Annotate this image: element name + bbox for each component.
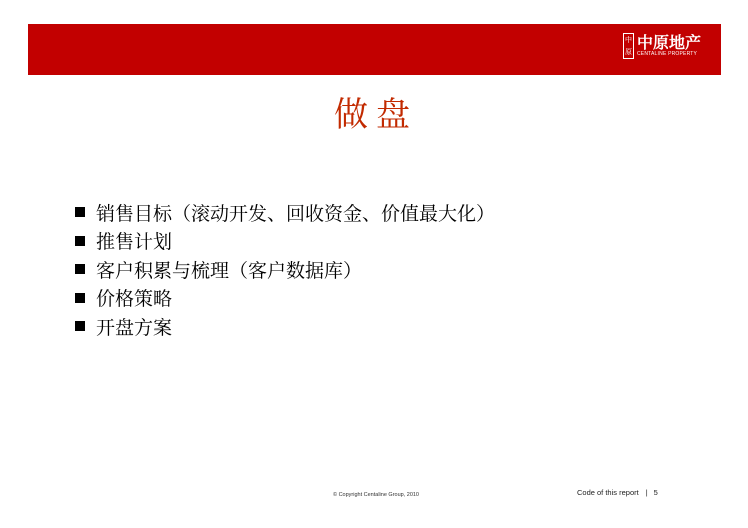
header-bar [28, 24, 721, 75]
report-code: Code of this report [577, 488, 639, 497]
logo-text [637, 34, 701, 58]
bullet-label: 推售计划 [96, 231, 173, 254]
slide-title: 做盘 [334, 95, 418, 135]
report-footer [577, 488, 658, 497]
centaline-logo [623, 33, 701, 59]
logo-english-name: CENTALINE PROPERTY [636, 51, 698, 57]
bullet-square-icon [75, 321, 85, 331]
bullet-list [75, 198, 495, 341]
copyright-notice: © Copyright Centaline Group, 2010 [333, 492, 419, 498]
bullet-item [75, 312, 495, 341]
bullet-square-icon [75, 293, 85, 303]
bullet-square-icon [75, 264, 85, 274]
bullet-label: 销售目标（滚动开发、回收资金、价值最大化） [96, 202, 496, 225]
logo-chinese-name: 中原地产 [636, 33, 701, 52]
bullet-label: 客户积累与梳理（客户数据库） [96, 259, 363, 282]
bullet-item [75, 255, 495, 284]
bullet-square-icon [75, 207, 85, 217]
footer-separator: | [645, 488, 648, 497]
bullet-square-icon [75, 236, 85, 246]
bullet-item [75, 198, 495, 227]
logo-seal-icon: 中原 [623, 33, 634, 59]
bullet-item [75, 227, 495, 256]
page-number: 5 [653, 488, 658, 497]
bullet-item [75, 284, 495, 313]
bullet-label: 价格策略 [96, 288, 173, 311]
bullet-label: 开盘方案 [96, 316, 173, 339]
